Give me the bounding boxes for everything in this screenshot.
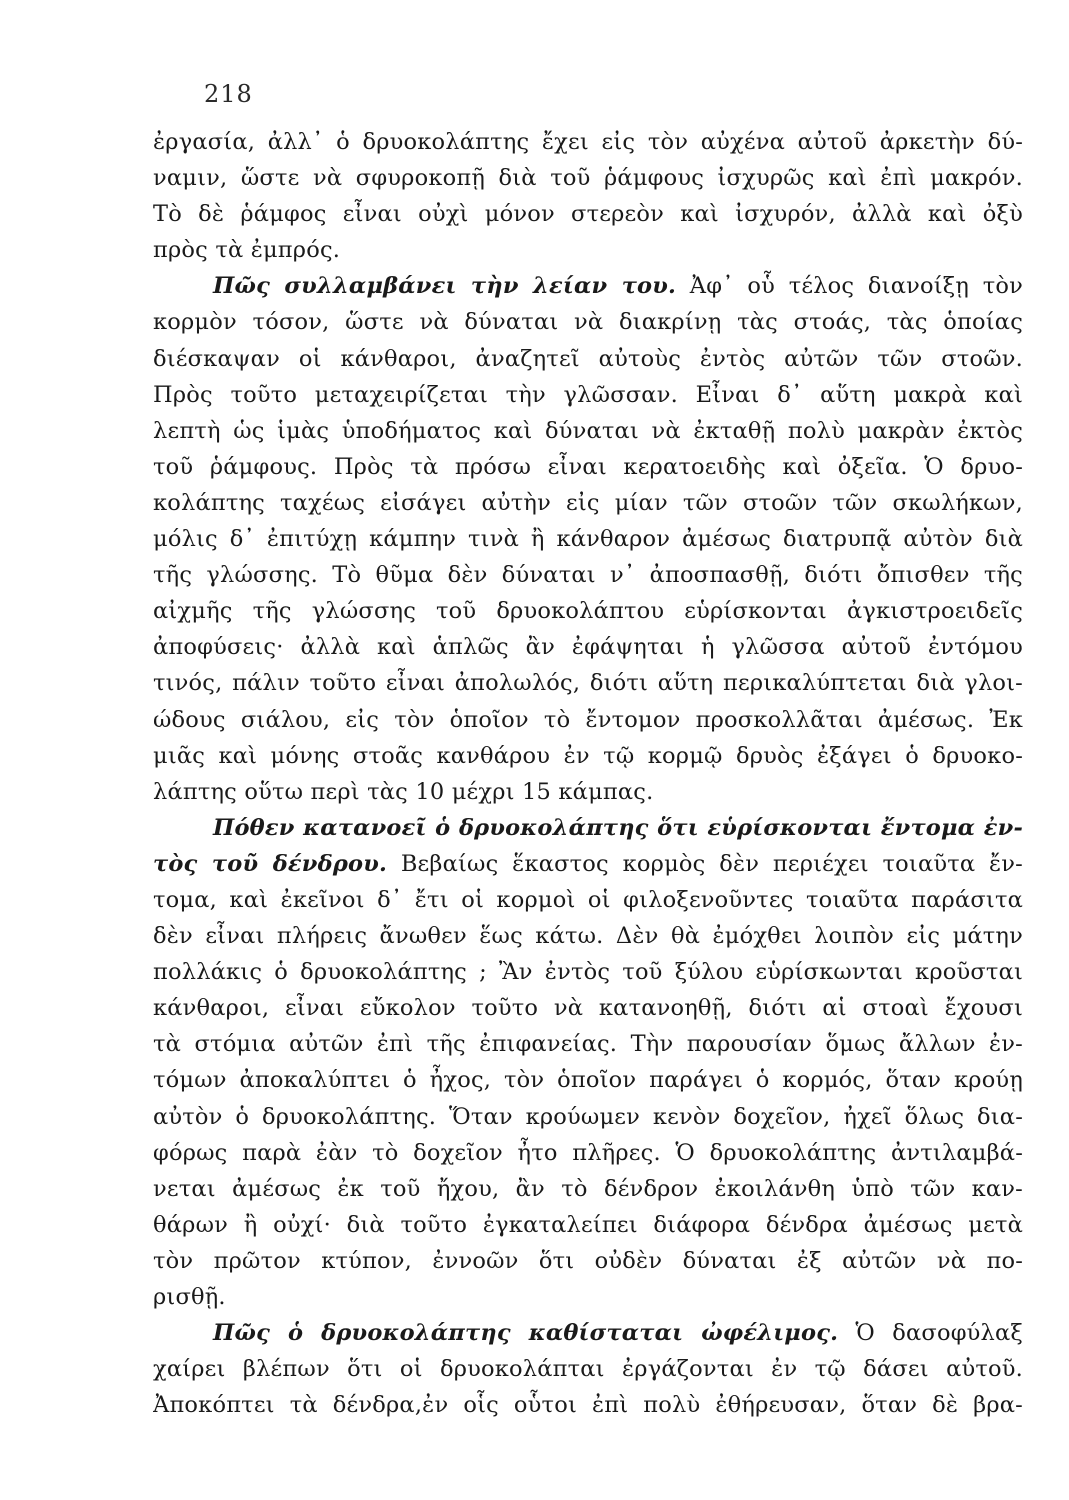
text-line: [153, 1099, 1023, 1135]
line-text: ώδους σιάλου, εἰς τὸν ὁποῖον τὸ ἔντομον προσκολλᾶται ἀμέσως. Ἐκ: [153, 706, 1023, 733]
line-text: αὐτὸν ὁ δρυοκολάπτης. Ὅταν κρούωμεν κενὸν δοχεῖον, ἠχεῖ ὅλως δια-: [153, 1103, 1023, 1130]
line-text: Τὸ δὲ ῥάμφος εἶναι οὐχὶ μόνον στερεὸν καὶ ἰσχυρόν, ἀλλὰ καὶ ὀξὺ: [153, 201, 1023, 228]
text-line: [153, 160, 1023, 196]
text-line: [153, 738, 1023, 774]
text-line: [153, 413, 1023, 449]
line-text: ρισθῇ.: [153, 1284, 226, 1310]
line-text: Ἀποκόπτει τὰ δένδρα,ἐν οἷς οὗτοι ἐπὶ πολὺ ἐθήρευσαν, ὅταν δὲ βρα-: [153, 1392, 1023, 1419]
text-line: [153, 954, 1023, 990]
line-text: τὰ στόμια αὐτῶν ἐπὶ τῆς ἐπιφανείας. Τὴν παρουσίαν ὅμως ἄλλων ἐν-: [153, 1031, 1023, 1058]
line-text: Ἀφ᾽ οὗ τέλος διανοίξῃ τὸν: [676, 273, 1023, 300]
text-line: [153, 810, 1023, 846]
line-text: αἰχμῆς τῆς γλώσσης τοῦ δρυοκολάπτου εὑρίσκονται ἀγκιστροειδεῖς: [153, 598, 1023, 625]
line-text: τὸν πρῶτον κτύπον, ἐννοῶν ὅτι οὐδὲν δύναται ἐξ αὐτῶν νὰ πο-: [153, 1247, 1023, 1274]
line-text: Ὁ δασοφύλαξ: [838, 1320, 1023, 1347]
text-line: [153, 846, 1023, 882]
text-line: [153, 774, 1023, 810]
text-line: [153, 377, 1023, 413]
text-line: [153, 918, 1023, 954]
text-line: [153, 1062, 1023, 1098]
section-heading: τὸς τοῦ δένδρου.: [153, 850, 388, 877]
line-text: νεται ἀμέσως ἐκ τοῦ ἤχου, ἂν τὸ δένδρον ἐκοιλάνθη ὑπὸ τῶν καν-: [153, 1175, 1023, 1202]
page-number: 218: [204, 80, 253, 108]
text-line: [153, 557, 1023, 593]
section-heading: Πόθεν κατανοεῖ ὁ δρυοκολάπτης ὅτι εὑρίσκονται ἔντομα ἐν-: [213, 814, 1023, 841]
text-line: [153, 665, 1023, 701]
line-text: χαίρει βλέπων ὅτι οἱ δρυοκολάπται ἐργάζονται ἐν τῷ δάσει αὐτοῦ.: [153, 1356, 1023, 1383]
line-text: τομα, καὶ ἐκεῖνοι δ᾽ ἔτι οἱ κορμοὶ οἱ φιλοξενοῦντες τοιαῦτα παράσιτα: [153, 886, 1023, 913]
line-text: δὲν εἶναι πλήρεις ἄνωθεν ἕως κάτω. Δὲν θὰ ἐμόχθει λοιπὸν εἰς μάτην: [153, 923, 1023, 950]
text-line: [153, 1026, 1023, 1062]
line-text: πρὸς τὰ ἐμπρός.: [153, 237, 341, 264]
text-line: [153, 990, 1023, 1026]
line-text: τόμων ἀποκαλύπτει ὁ ἦχος, τὸν ὁποῖον παράγει ὁ κορμός, ὅταν κρούῃ: [153, 1067, 1023, 1094]
text-line: [153, 304, 1023, 340]
line-text: Βεβαίως ἕκαστος κορμὸς δὲν περιέχει τοιαῦτα ἔν-: [387, 850, 1023, 877]
line-text: φόρως παρὰ ἐὰν τὸ δοχεῖον ἦτο πλῆρες. Ὁ δρυοκολάπτης ἀντιλαμβά-: [153, 1139, 1023, 1166]
line-text: τοῦ ῥάμφους. Πρὸς τὰ πρόσω εἶναι κερατοειδὴς καὶ ὀξεῖα. Ὁ δρυο-: [153, 453, 1023, 480]
line-text: ἀποφύσεις· ἀλλὰ καὶ ἁπλῶς ἂν ἐφάψηται ἡ γλῶσσα αὐτοῦ ἐντόμου: [153, 634, 1023, 661]
line-text: κορμὸν τόσον, ὥστε νὰ δύναται νὰ διακρίνῃ τὰς στοάς, τὰς ὁποίας: [153, 309, 1023, 336]
text-line: [153, 1351, 1023, 1387]
line-text: πολλάκις ὁ δρυοκολάπτης ; Ἂν ἐντὸς τοῦ ξύλου εὑρίσκωνται κροῦσται: [153, 959, 1023, 986]
text-line: [153, 124, 1023, 160]
text-line: [153, 341, 1023, 377]
line-text: Πρὸς τοῦτο μεταχειρίζεται τὴν γλῶσσαν. Εἶναι δ᾽ αὕτη μακρὰ καὶ: [153, 381, 1023, 408]
text-line: [153, 449, 1023, 485]
line-text: θάρων ἢ οὐχί· διὰ τοῦτο ἐγκαταλείπει διάφορα δένδρα ἀμέσως μετὰ: [153, 1211, 1023, 1238]
text-line: [153, 1387, 1023, 1423]
section-heading: Πῶς συλλαμβάνει τὴν λείαν του.: [213, 273, 677, 300]
text-line: [153, 1279, 1023, 1315]
line-text: κολάπτης ταχέως εἰσάγει αὐτὴν εἰς μίαν τῶν στοῶν τῶν σκωλήκων,: [153, 489, 1023, 516]
section-heading: Πῶς ὁ δρυοκολάπτης καθίσταται ὠφέλιμος.: [213, 1320, 839, 1347]
line-text: ἐργασία, ἀλλ᾽ ὁ δρυοκολάπτης ἔχει εἰς τὸν αὐχένα αὐτοῦ ἀρκετὴν δύ-: [153, 129, 1023, 155]
text-line: [153, 1243, 1023, 1279]
line-text: διέσκαψαν οἱ κάνθαροι, ἀναζητεῖ αὐτοὺς ἐντὸς αὐτῶν τῶν στοῶν.: [153, 345, 1023, 372]
text-line: [153, 1171, 1023, 1207]
text-line: [153, 196, 1023, 232]
body-text: [153, 124, 1023, 1423]
line-text: μόλις δ᾽ ἐπιτύχῃ κάμπην τινὰ ἢ κάνθαρον ἀμέσως διατρυπᾷ αὐτὸν διὰ: [153, 526, 1023, 553]
text-line: [153, 268, 1023, 304]
text-line: [153, 882, 1023, 918]
line-text: κάνθαροι, εἶναι εὔκολον τοῦτο νὰ κατανοηθῇ, διότι αἱ στοαὶ ἔχουσι: [153, 995, 1023, 1022]
text-line: [153, 1207, 1023, 1243]
text-line: [153, 629, 1023, 665]
line-text: ναμιν, ὥστε νὰ σφυροκοπῇ διὰ τοῦ ῥάμφους ἰσχυρῶς καὶ ἐπὶ μακρόν.: [153, 165, 1023, 192]
text-line: [153, 593, 1023, 629]
text-line: [153, 485, 1023, 521]
text-line: [153, 1315, 1023, 1351]
text-line: [153, 521, 1023, 557]
text-line: [153, 1135, 1023, 1171]
line-text: τινός, πάλιν τοῦτο εἶναι ἀπολωλός, διότι αὕτη περικαλύπτεται διὰ γλοι-: [153, 670, 1023, 697]
line-text: μιᾶς καὶ μόνης στοᾶς κανθάρου ἐν τῷ κορμῷ δρυὸς ἐξάγει ὁ δρυοκο-: [153, 742, 1023, 769]
line-text: τῆς γλώσσης. Τὸ θῦμα δὲν δύναται ν᾽ ἀποσπασθῇ, διότι ὄπισθεν τῆς: [153, 562, 1023, 589]
text-line: [153, 702, 1023, 738]
line-text: λεπτὴ ὡς ἱμὰς ὑποδήματος καὶ δύναται νὰ ἐκταθῇ πολὺ μακρὰν ἐκτὸς: [153, 417, 1023, 444]
text-line: [153, 232, 1023, 268]
line-text: λάπτης οὕτω περὶ τὰς 10 μέχρι 15 κάμπας.: [153, 778, 654, 805]
